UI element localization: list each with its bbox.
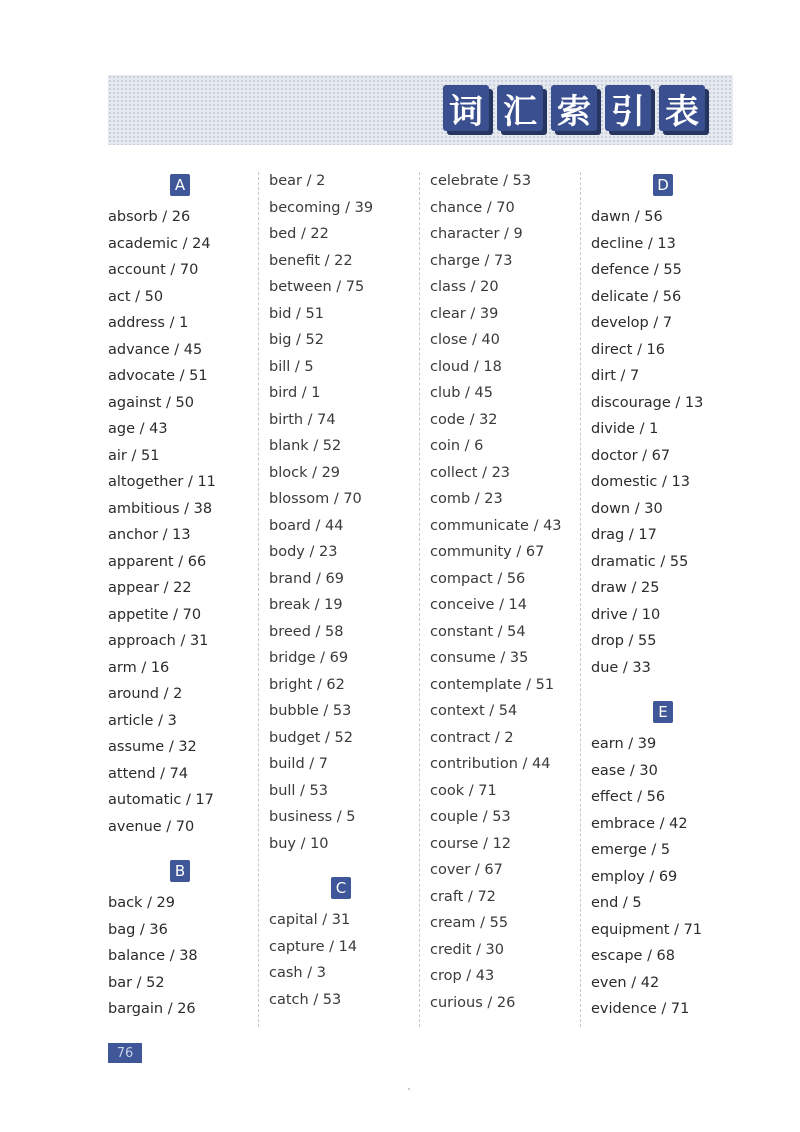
index-entry: approach / 31: [108, 633, 209, 649]
title-char: 表: [659, 85, 705, 131]
index-entry: becoming / 39: [269, 199, 374, 216]
index-entry: apparent / 66: [108, 553, 207, 570]
letter-badge: A: [170, 174, 190, 196]
index-entry: direct / 16: [591, 341, 666, 358]
index-column-2: [269, 168, 419, 1013]
index-entry: club / 45: [430, 385, 493, 401]
index-entry: charge / 73: [430, 252, 513, 269]
index-entry: block / 29: [269, 464, 341, 481]
index-entry: assume / 32: [108, 739, 197, 755]
index-entry: advocate / 51: [108, 368, 208, 384]
index-entry: craft / 72: [430, 888, 496, 905]
index-entry: appetite / 70: [108, 606, 202, 623]
index-entry: code / 32: [430, 411, 498, 428]
page-title: [443, 85, 705, 131]
index-entry: attend / 74: [108, 765, 189, 782]
index-entry: altogether / 11: [108, 474, 216, 490]
index-entry: celebrate / 53: [430, 173, 532, 189]
index-entry: doctor / 67: [591, 447, 671, 464]
column-divider: [258, 172, 259, 1027]
index-entry: bright / 62: [269, 676, 345, 693]
index-entry: collect / 23: [430, 464, 511, 481]
index-entry: end / 5: [591, 895, 642, 911]
index-entry: benefit / 22: [269, 252, 353, 269]
section-header: [108, 174, 258, 200]
index-entry: absorb / 26: [108, 209, 191, 225]
column-divider: [419, 172, 420, 1027]
index-entry: contribution / 44: [430, 756, 551, 772]
decorative-dot: [408, 1088, 410, 1090]
index-entry: automatic / 17: [108, 792, 214, 808]
index-entry: contemplate / 51: [430, 676, 555, 693]
index-entry: bag / 36: [108, 921, 168, 938]
letter-badge: B: [170, 860, 190, 882]
index-entry: bid / 51: [269, 305, 324, 322]
index-entry: between / 75: [269, 279, 365, 295]
index-entry: blank / 52: [269, 438, 342, 454]
index-entry: buy / 10: [269, 835, 329, 852]
index-entry: against / 50: [108, 394, 194, 411]
index-entry: arm / 16: [108, 659, 170, 676]
index-entry: delicate / 56: [591, 288, 682, 305]
index-entry: account / 70: [108, 262, 199, 278]
page-number: 76: [108, 1043, 142, 1063]
index-entry: constant / 54: [430, 623, 526, 640]
index-entry: decline / 13: [591, 235, 676, 252]
index-entry: contract / 2: [430, 729, 514, 746]
index-entry: emerge / 5: [591, 842, 671, 858]
letter-badge: D: [653, 174, 673, 196]
section-header: [591, 174, 741, 200]
section-gap: [591, 681, 741, 695]
index-entry: bridge / 69: [269, 650, 349, 666]
index-entry: class / 20: [430, 279, 499, 295]
index-entry: cream / 55: [430, 915, 509, 931]
index-entry: bear / 2: [269, 173, 326, 189]
index-entry: brand / 69: [269, 570, 344, 587]
index-entry: due / 33: [591, 659, 651, 676]
index-entry: character / 9: [430, 226, 523, 242]
index-entry: close / 40: [430, 332, 500, 348]
index-entry: bar / 52: [108, 974, 165, 991]
index-entry: couple / 53: [430, 809, 511, 825]
index-entry: appear / 22: [108, 580, 192, 596]
index-entry: discourage / 13: [591, 394, 704, 411]
index-column-4: [591, 168, 741, 1023]
index-entry: balance / 38: [108, 948, 198, 964]
column-divider: [580, 172, 581, 1027]
index-entry: compact / 56: [430, 570, 526, 587]
section-header: [591, 701, 741, 727]
index-entry: bull / 53: [269, 782, 329, 799]
index-entry: down / 30: [591, 500, 663, 517]
index-entry: communicate / 43: [430, 517, 562, 534]
index-entry: defence / 55: [591, 262, 682, 278]
index-entry: cash / 3: [269, 965, 326, 981]
index-entry: chance / 70: [430, 199, 515, 216]
index-entry: earn / 39: [591, 736, 657, 752]
index-entry: blossom / 70: [269, 491, 362, 507]
index-entry: build / 7: [269, 756, 328, 772]
title-banner: [108, 75, 733, 145]
index-entry: credit / 30: [430, 941, 505, 958]
index-entry: even / 42: [591, 974, 660, 991]
index-entry: course / 12: [430, 835, 512, 852]
index-entry: embrace / 42: [591, 815, 688, 832]
index-entry: back / 29: [108, 895, 176, 911]
index-entry: capture / 14: [269, 938, 358, 955]
index-entry: budget / 52: [269, 729, 353, 746]
index-entry: draw / 25: [591, 580, 660, 596]
section-header: [108, 860, 258, 886]
index-entry: bubble / 53: [269, 703, 352, 719]
index-entry: cloud / 18: [430, 358, 502, 375]
index-entry: escape / 68: [591, 948, 676, 964]
index-entry: dirt / 7: [591, 368, 640, 384]
index-entry: around / 2: [108, 686, 183, 702]
index-entry: equipment / 71: [591, 921, 703, 938]
index-entry: effect / 56: [591, 789, 666, 805]
index-entry: consume / 35: [430, 650, 529, 666]
index-entry: bird / 1: [269, 385, 321, 401]
title-char: 索: [551, 85, 597, 131]
index-entry: drop / 55: [591, 633, 657, 649]
index-entry: domestic / 13: [591, 474, 690, 490]
index-entry: clear / 39: [430, 305, 499, 322]
index-entry: big / 52: [269, 332, 324, 348]
index-entry: board / 44: [269, 517, 344, 534]
index-entry: ease / 30: [591, 762, 658, 779]
index-entry: bill / 5: [269, 358, 314, 375]
index-entry: coin / 6: [430, 438, 484, 454]
index-column-3: [430, 168, 580, 1016]
index-entry: act / 50: [108, 288, 164, 305]
index-entry: break / 19: [269, 597, 343, 613]
index-entry: context / 54: [430, 703, 518, 719]
index-entry: catch / 53: [269, 991, 342, 1008]
index-entry: birth / 74: [269, 411, 336, 428]
index-entry: breed / 58: [269, 623, 344, 640]
index-entry: curious / 26: [430, 994, 516, 1011]
index-entry: cover / 67: [430, 862, 503, 878]
index-entry: ambitious / 38: [108, 500, 213, 517]
index-entry: evidence / 71: [591, 1001, 690, 1017]
index-entry: capital / 31: [269, 912, 351, 928]
index-entry: article / 3: [108, 712, 177, 729]
index-entry: academic / 24: [108, 235, 211, 252]
title-char: 词: [443, 85, 489, 131]
index-entry: drive / 10: [591, 606, 661, 623]
index-entry: bed / 22: [269, 226, 329, 242]
section-gap: [108, 840, 258, 854]
index-entry: comb / 23: [430, 491, 503, 507]
letter-badge: E: [653, 701, 673, 723]
title-char: 引: [605, 85, 651, 131]
index-entry: business / 5: [269, 809, 356, 825]
index-entry: community / 67: [430, 544, 545, 560]
section-gap: [269, 857, 419, 871]
index-entry: crop / 43: [430, 968, 495, 984]
index-entry: dramatic / 55: [591, 553, 689, 570]
index-entry: drag / 17: [591, 527, 657, 543]
index-entry: air / 51: [108, 447, 160, 464]
index-entry: anchor / 13: [108, 527, 191, 543]
section-header: [269, 877, 419, 903]
index-entry: divide / 1: [591, 421, 659, 437]
index-entry: advance / 45: [108, 341, 203, 358]
index-entry: cook / 71: [430, 782, 497, 799]
letter-badge: C: [331, 877, 351, 899]
index-entry: address / 1: [108, 315, 189, 331]
index-entry: develop / 7: [591, 315, 673, 331]
index-column-1: [108, 168, 258, 1023]
index-entry: dawn / 56: [591, 209, 663, 225]
index-entry: body / 23: [269, 544, 338, 560]
index-entry: conceive / 14: [430, 597, 528, 613]
index-entry: age / 43: [108, 421, 168, 437]
index-entry: bargain / 26: [108, 1001, 196, 1017]
index-entry: avenue / 70: [108, 818, 195, 835]
title-char: 汇: [497, 85, 543, 131]
index-entry: employ / 69: [591, 868, 678, 885]
